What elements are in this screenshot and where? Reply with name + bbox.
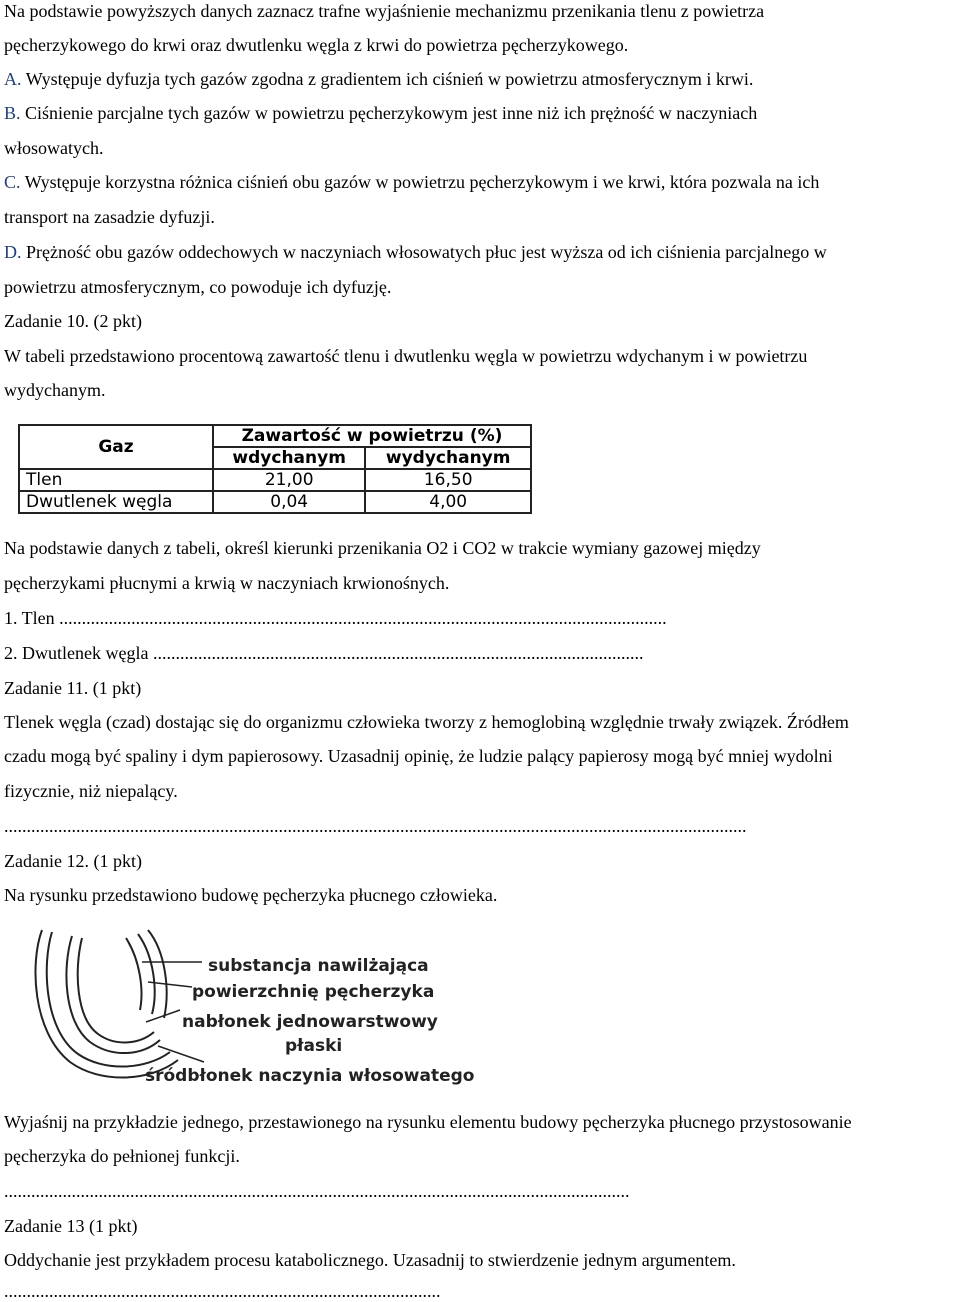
answer-line-carbon-dioxide[interactable]: 2. Dwutlenek węgla .............................................................................................................: [4, 643, 644, 663]
task12-heading: Zadanie 12. (1 pkt): [4, 851, 142, 871]
task11-heading: Zadanie 11. (1 pkt): [4, 678, 142, 698]
question-intro-line-1: Na podstawie powyższych danych zaznacz trafne wyjaśnienie mechanizmu przenikania tlenu z powietrza: [4, 1, 765, 21]
task13-answer-line[interactable]: .................................................................................................: [4, 1281, 441, 1301]
table-row: [19, 469, 531, 491]
option-b[interactable]: [4, 102, 757, 124]
label-surfactant: substancja nawilżająca: [208, 956, 429, 976]
table-cell-exhaled: 4,00: [365, 491, 531, 513]
option-label: C.: [4, 172, 21, 192]
task12-question-line-1: Wyjaśnij na przykładzie jednego, przestawionego na rysunku elementu budowy pęcherzyka płucnego przystosowanie: [4, 1112, 852, 1132]
label-alveolus-surface: powierzchnię pęcherzyka: [192, 982, 435, 1002]
option-label: B.: [4, 103, 21, 123]
table-cell-exhaled: 16,50: [365, 469, 531, 491]
task12-question-line-2: pęcherzyka do pełnionej funkcji.: [4, 1146, 240, 1166]
task13-heading: Zadanie 13 (1 pkt): [4, 1216, 138, 1236]
option-text: Prężność obu gazów oddechowych w naczyniach włosowatych płuc jest wyższa od ich ciśnienia parcjalnego w: [26, 242, 827, 262]
task12-text: Na rysunku przedstawiono budowę pęcherzyka płucnego człowieka.: [4, 885, 498, 905]
option-c[interactable]: [4, 171, 819, 193]
table-header-exhaled: wydychanym: [365, 447, 531, 469]
task10-heading: Zadanie 10. (2 pkt): [4, 311, 142, 331]
option-d[interactable]: [4, 241, 827, 263]
question-intro-line-2: pęcherzykowego do krwi oraz dwutlenku węgla z krwi do powietrza pęcherzykowego.: [4, 35, 629, 55]
table-header-gas: Gaz: [19, 425, 213, 469]
answer-line-oxygen[interactable]: 1. Tlen .......................................................................................................................................: [4, 608, 667, 628]
option-text: Występuje korzystna różnica ciśnień obu gazów w powietrzu pęcherzykowym i we krwi, która pozwala na ich: [24, 172, 820, 192]
table-cell-inhaled: 0,04: [213, 491, 365, 513]
label-epithelium-flat: płaski: [285, 1036, 343, 1056]
task11-answer-line[interactable]: .....................................................................................................................................................................: [4, 816, 747, 836]
option-b-continued: włosowatych.: [4, 138, 104, 158]
task10-question-line-2: pęcherzykami płucnymi a krwią w naczyniach krwionośnych.: [4, 573, 450, 593]
table-header-inhaled: wdychanym: [213, 447, 365, 469]
task12-answer-line[interactable]: ...........................................................................................................................................: [4, 1181, 630, 1201]
task10-text-line-2: wydychanym.: [4, 380, 106, 400]
table-cell-gas: Tlen: [19, 469, 213, 491]
table-cell-gas: Dwutlenek węgla: [19, 491, 213, 513]
option-d-continued: powietrzu atmosferycznym, co powoduje ich dyfuzję.: [4, 277, 392, 297]
table-row: [19, 491, 531, 513]
task13-text: Oddychanie jest przykładem procesu katabolicznego. Uzasadnij to stwierdzenie jednym argumentem.: [4, 1250, 736, 1270]
label-epithelium: nabłonek jednowarstwowy: [182, 1012, 438, 1032]
alveolus-figure: [30, 922, 500, 1088]
gas-content-table: [18, 424, 532, 514]
table-header-content: Zawartość w powietrzu (%): [213, 425, 531, 447]
alveolus-drawing: [30, 922, 500, 1088]
task10-text-line-1: W tabeli przedstawiono procentową zawartość tlenu i dwutlenku węgla w powietrzu wdychanym i w powietrzu: [4, 346, 808, 366]
label-endothelium: śródbłonek naczynia włosowatego: [145, 1066, 475, 1086]
option-label: A.: [4, 69, 22, 89]
option-text: Występuje dyfuzja tych gazów zgodna z gradientem ich ciśnień w powietrzu atmosferycznym i krwi.: [25, 69, 754, 89]
task11-text-line-2: czadu mogą być spaliny i dym papierosowy. Uzasadnij opinię, że ludzie palący papierosy mogą być mniej wydolni: [4, 746, 833, 766]
task10-question-line-1: Na podstawie danych z tabeli, określ kierunki przenikania O2 i CO2 w trakcie wymiany gazowej między: [4, 538, 761, 558]
option-c-continued: transport na zasadzie dyfuzji.: [4, 207, 215, 227]
table-cell-inhaled: 21,00: [213, 469, 365, 491]
option-a[interactable]: [4, 68, 753, 90]
option-text: Ciśnienie parcjalne tych gazów w powietrzu pęcherzykowym jest inne niż ich prężność w naczyniach: [25, 103, 758, 123]
option-label: D.: [4, 242, 22, 262]
task11-text-line-3: fizycznie, niż niepalący.: [4, 781, 178, 801]
task11-text-line-1: Tlenek węgla (czad) dostając się do organizmu człowieka tworzy z hemoglobiną względnie trwały związek. Źródłem: [4, 712, 849, 732]
